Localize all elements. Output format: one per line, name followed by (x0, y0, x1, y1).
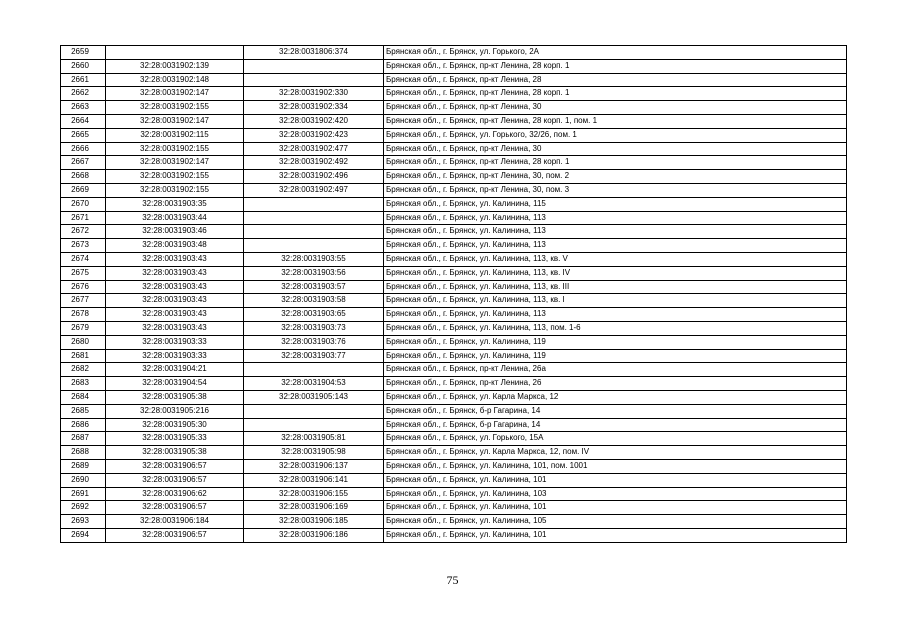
building-cadastral-number-cell: 32:28:0031903:56 (244, 266, 384, 280)
row-number-cell: 2694 (61, 528, 106, 542)
address-cell: Брянская обл., г. Брянск, ул. Калинина, 113 (384, 211, 847, 225)
building-cadastral-number-cell (244, 73, 384, 87)
address-cell: Брянская обл., г. Брянск, б-р Гагарина, 14 (384, 404, 847, 418)
land-plot-cadastral-number-cell: 32:28:0031902:147 (106, 156, 244, 170)
building-cadastral-number-cell (244, 211, 384, 225)
table-row (61, 515, 847, 529)
table-row (61, 321, 847, 335)
row-number-cell: 2677 (61, 294, 106, 308)
table-row (61, 114, 847, 128)
table-row (61, 252, 847, 266)
row-number-cell: 2679 (61, 321, 106, 335)
land-plot-cadastral-number-cell: 32:28:0031903:43 (106, 294, 244, 308)
table-row (61, 501, 847, 515)
row-number-cell: 2668 (61, 170, 106, 184)
address-cell: Брянская обл., г. Брянск, ул. Калинина, 101 (384, 473, 847, 487)
row-number-cell: 2659 (61, 46, 106, 60)
building-cadastral-number-cell (244, 363, 384, 377)
row-number-cell: 2662 (61, 87, 106, 101)
land-plot-cadastral-number-cell: 32:28:0031905:216 (106, 404, 244, 418)
land-plot-cadastral-number-cell: 32:28:0031906:57 (106, 501, 244, 515)
table-row (61, 487, 847, 501)
building-cadastral-number-cell: 32:28:0031906:169 (244, 501, 384, 515)
table-row (61, 101, 847, 115)
building-cadastral-number-cell: 32:28:0031806:374 (244, 46, 384, 60)
address-cell: Брянская обл., г. Брянск, пр-кт Ленина, 26 (384, 377, 847, 391)
row-number-cell: 2670 (61, 197, 106, 211)
land-plot-cadastral-number-cell: 32:28:0031903:33 (106, 349, 244, 363)
address-cell: Брянская обл., г. Брянск, ул. Калинина, 113, кв. III (384, 280, 847, 294)
building-cadastral-number-cell: 32:28:0031903:73 (244, 321, 384, 335)
address-cell: Брянская обл., г. Брянск, ул. Калинина, 115 (384, 197, 847, 211)
row-number-cell: 2688 (61, 446, 106, 460)
table-row (61, 528, 847, 542)
building-cadastral-number-cell: 32:28:0031902:492 (244, 156, 384, 170)
address-cell: Брянская обл., г. Брянск, пр-кт Ленина, 30, пом. 2 (384, 170, 847, 184)
table-row (61, 432, 847, 446)
row-number-cell: 2660 (61, 59, 106, 73)
building-cadastral-number-cell: 32:28:0031906:186 (244, 528, 384, 542)
land-plot-cadastral-number-cell: 32:28:0031902:155 (106, 183, 244, 197)
table-row (61, 404, 847, 418)
page-number: 75 (446, 573, 459, 587)
row-number-cell: 2691 (61, 487, 106, 501)
table-row (61, 183, 847, 197)
table-row (61, 197, 847, 211)
table-row (61, 59, 847, 73)
building-cadastral-number-cell: 32:28:0031902:496 (244, 170, 384, 184)
table-row (61, 363, 847, 377)
registry-table-body (61, 46, 847, 543)
address-cell: Брянская обл., г. Брянск, пр-кт Ленина, 26а (384, 363, 847, 377)
table-row (61, 225, 847, 239)
address-cell: Брянская обл., г. Брянск, пр-кт Ленина, 30 (384, 142, 847, 156)
address-cell: Брянская обл., г. Брянск, ул. Калинина, 103 (384, 487, 847, 501)
building-cadastral-number-cell: 32:28:0031904:53 (244, 377, 384, 391)
land-plot-cadastral-number-cell: 32:28:0031905:30 (106, 418, 244, 432)
building-cadastral-number-cell: 32:28:0031905:98 (244, 446, 384, 460)
address-cell: Брянская обл., г. Брянск, ул. Калинина, 113, кв. V (384, 252, 847, 266)
land-plot-cadastral-number-cell: 32:28:0031903:43 (106, 308, 244, 322)
address-cell: Брянская обл., г. Брянск, ул. Калинина, 113 (384, 239, 847, 253)
row-number-cell: 2684 (61, 390, 106, 404)
land-plot-cadastral-number-cell (106, 46, 244, 60)
land-plot-cadastral-number-cell: 32:28:0031902:115 (106, 128, 244, 142)
building-cadastral-number-cell (244, 239, 384, 253)
building-cadastral-number-cell (244, 197, 384, 211)
table-row (61, 473, 847, 487)
address-cell: Брянская обл., г. Брянск, ул. Калинина, 113, кв. IV (384, 266, 847, 280)
table-row (61, 128, 847, 142)
building-cadastral-number-cell: 32:28:0031902:423 (244, 128, 384, 142)
building-cadastral-number-cell: 32:28:0031902:477 (244, 142, 384, 156)
address-cell: Брянская обл., г. Брянск, ул. Калинина, 113, кв. I (384, 294, 847, 308)
land-plot-cadastral-number-cell: 32:28:0031902:155 (106, 101, 244, 115)
land-plot-cadastral-number-cell: 32:28:0031902:147 (106, 87, 244, 101)
address-cell: Брянская обл., г. Брянск, пр-кт Ленина, 30 (384, 101, 847, 115)
building-cadastral-number-cell: 32:28:0031906:141 (244, 473, 384, 487)
address-cell: Брянская обл., г. Брянск, ул. Горького, 2А (384, 46, 847, 60)
building-cadastral-number-cell: 32:28:0031903:57 (244, 280, 384, 294)
row-number-cell: 2685 (61, 404, 106, 418)
land-plot-cadastral-number-cell: 32:28:0031904:21 (106, 363, 244, 377)
building-cadastral-number-cell: 32:28:0031903:55 (244, 252, 384, 266)
land-plot-cadastral-number-cell: 32:28:0031903:43 (106, 252, 244, 266)
land-plot-cadastral-number-cell: 32:28:0031903:46 (106, 225, 244, 239)
row-number-cell: 2675 (61, 266, 106, 280)
land-plot-cadastral-number-cell: 32:28:0031905:33 (106, 432, 244, 446)
address-cell: Брянская обл., г. Брянск, ул. Калинина, 113 (384, 225, 847, 239)
row-number-cell: 2674 (61, 252, 106, 266)
row-number-cell: 2666 (61, 142, 106, 156)
building-cadastral-number-cell (244, 225, 384, 239)
land-plot-cadastral-number-cell: 32:28:0031902:139 (106, 59, 244, 73)
building-cadastral-number-cell (244, 418, 384, 432)
row-number-cell: 2687 (61, 432, 106, 446)
address-cell: Брянская обл., г. Брянск, пр-кт Ленина, 28 корп. 1 (384, 156, 847, 170)
row-number-cell: 2673 (61, 239, 106, 253)
table-row (61, 170, 847, 184)
row-number-cell: 2665 (61, 128, 106, 142)
address-cell: Брянская обл., г. Брянск, ул. Калинина, 101 (384, 501, 847, 515)
address-cell: Брянская обл., г. Брянск, ул. Калинина, 119 (384, 349, 847, 363)
address-cell: Брянская обл., г. Брянск, б-р Гагарина, 14 (384, 418, 847, 432)
land-plot-cadastral-number-cell: 32:28:0031906:57 (106, 473, 244, 487)
table-row (61, 308, 847, 322)
table-row (61, 459, 847, 473)
table-row (61, 73, 847, 87)
land-plot-cadastral-number-cell: 32:28:0031906:57 (106, 459, 244, 473)
row-number-cell: 2664 (61, 114, 106, 128)
row-number-cell: 2661 (61, 73, 106, 87)
building-cadastral-number-cell: 32:28:0031906:137 (244, 459, 384, 473)
building-cadastral-number-cell: 32:28:0031902:330 (244, 87, 384, 101)
row-number-cell: 2663 (61, 101, 106, 115)
row-number-cell: 2678 (61, 308, 106, 322)
land-plot-cadastral-number-cell: 32:28:0031903:44 (106, 211, 244, 225)
building-cadastral-number-cell: 32:28:0031902:497 (244, 183, 384, 197)
table-row (61, 87, 847, 101)
table-row (61, 335, 847, 349)
building-cadastral-number-cell (244, 404, 384, 418)
building-cadastral-number-cell: 32:28:0031905:143 (244, 390, 384, 404)
land-plot-cadastral-number-cell: 32:28:0031902:155 (106, 142, 244, 156)
address-cell: Брянская обл., г. Брянск, пр-кт Ленина, 30, пом. 3 (384, 183, 847, 197)
row-number-cell: 2686 (61, 418, 106, 432)
row-number-cell: 2672 (61, 225, 106, 239)
row-number-cell: 2692 (61, 501, 106, 515)
building-cadastral-number-cell: 32:28:0031905:81 (244, 432, 384, 446)
address-cell: Брянская обл., г. Брянск, пр-кт Ленина, 28 (384, 73, 847, 87)
land-plot-cadastral-number-cell: 32:28:0031906:62 (106, 487, 244, 501)
address-cell: Брянская обл., г. Брянск, ул. Калинина, 101, пом. 1001 (384, 459, 847, 473)
land-plot-cadastral-number-cell: 32:28:0031903:43 (106, 321, 244, 335)
row-number-cell: 2689 (61, 459, 106, 473)
table-row (61, 349, 847, 363)
table-row (61, 390, 847, 404)
building-cadastral-number-cell: 32:28:0031902:334 (244, 101, 384, 115)
building-cadastral-number-cell: 32:28:0031903:76 (244, 335, 384, 349)
row-number-cell: 2682 (61, 363, 106, 377)
land-plot-cadastral-number-cell: 32:28:0031904:54 (106, 377, 244, 391)
address-cell: Брянская обл., г. Брянск, ул. Калинина, 113, пом. 1-6 (384, 321, 847, 335)
row-number-cell: 2693 (61, 515, 106, 529)
row-number-cell: 2683 (61, 377, 106, 391)
table-row (61, 211, 847, 225)
land-plot-cadastral-number-cell: 32:28:0031902:147 (106, 114, 244, 128)
row-number-cell: 2690 (61, 473, 106, 487)
table-row (61, 280, 847, 294)
table-row (61, 156, 847, 170)
table-row (61, 446, 847, 460)
land-plot-cadastral-number-cell: 32:28:0031903:43 (106, 280, 244, 294)
land-plot-cadastral-number-cell: 32:28:0031906:57 (106, 528, 244, 542)
land-plot-cadastral-number-cell: 32:28:0031905:38 (106, 446, 244, 460)
land-plot-cadastral-number-cell: 32:28:0031903:35 (106, 197, 244, 211)
row-number-cell: 2680 (61, 335, 106, 349)
table-row (61, 377, 847, 391)
land-plot-cadastral-number-cell: 32:28:0031902:148 (106, 73, 244, 87)
land-plot-cadastral-number-cell: 32:28:0031906:184 (106, 515, 244, 529)
land-plot-cadastral-number-cell: 32:28:0031903:43 (106, 266, 244, 280)
land-plot-cadastral-number-cell: 32:28:0031902:155 (106, 170, 244, 184)
address-cell: Брянская обл., г. Брянск, ул. Калинина, 119 (384, 335, 847, 349)
row-number-cell: 2681 (61, 349, 106, 363)
address-cell: Брянская обл., г. Брянск, ул. Калинина, 101 (384, 528, 847, 542)
registry-table (60, 45, 847, 543)
row-number-cell: 2676 (61, 280, 106, 294)
table-row (61, 266, 847, 280)
address-cell: Брянская обл., г. Брянск, ул. Карла Маркса, 12 (384, 390, 847, 404)
table-row (61, 294, 847, 308)
building-cadastral-number-cell: 32:28:0031906:155 (244, 487, 384, 501)
row-number-cell: 2669 (61, 183, 106, 197)
address-cell: Брянская обл., г. Брянск, ул. Горького, 15А (384, 432, 847, 446)
row-number-cell: 2671 (61, 211, 106, 225)
building-cadastral-number-cell (244, 59, 384, 73)
table-row (61, 239, 847, 253)
building-cadastral-number-cell: 32:28:0031903:58 (244, 294, 384, 308)
land-plot-cadastral-number-cell: 32:28:0031903:33 (106, 335, 244, 349)
address-cell: Брянская обл., г. Брянск, пр-кт Ленина, 28 корп. 1 (384, 87, 847, 101)
address-cell: Брянская обл., г. Брянск, пр-кт Ленина, 28 корп. 1 (384, 59, 847, 73)
land-plot-cadastral-number-cell: 32:28:0031903:48 (106, 239, 244, 253)
address-cell: Брянская обл., г. Брянск, ул. Карла Маркса, 12, пом. IV (384, 446, 847, 460)
building-cadastral-number-cell: 32:28:0031903:65 (244, 308, 384, 322)
land-plot-cadastral-number-cell: 32:28:0031905:38 (106, 390, 244, 404)
table-row (61, 142, 847, 156)
address-cell: Брянская обл., г. Брянск, пр-кт Ленина, 28 корп. 1, пом. 1 (384, 114, 847, 128)
table-row (61, 46, 847, 60)
building-cadastral-number-cell: 32:28:0031902:420 (244, 114, 384, 128)
building-cadastral-number-cell: 32:28:0031906:185 (244, 515, 384, 529)
address-cell: Брянская обл., г. Брянск, ул. Горького, 32/26, пом. 1 (384, 128, 847, 142)
table-row (61, 418, 847, 432)
address-cell: Брянская обл., г. Брянск, ул. Калинина, 105 (384, 515, 847, 529)
address-cell: Брянская обл., г. Брянск, ул. Калинина, 113 (384, 308, 847, 322)
row-number-cell: 2667 (61, 156, 106, 170)
building-cadastral-number-cell: 32:28:0031903:77 (244, 349, 384, 363)
